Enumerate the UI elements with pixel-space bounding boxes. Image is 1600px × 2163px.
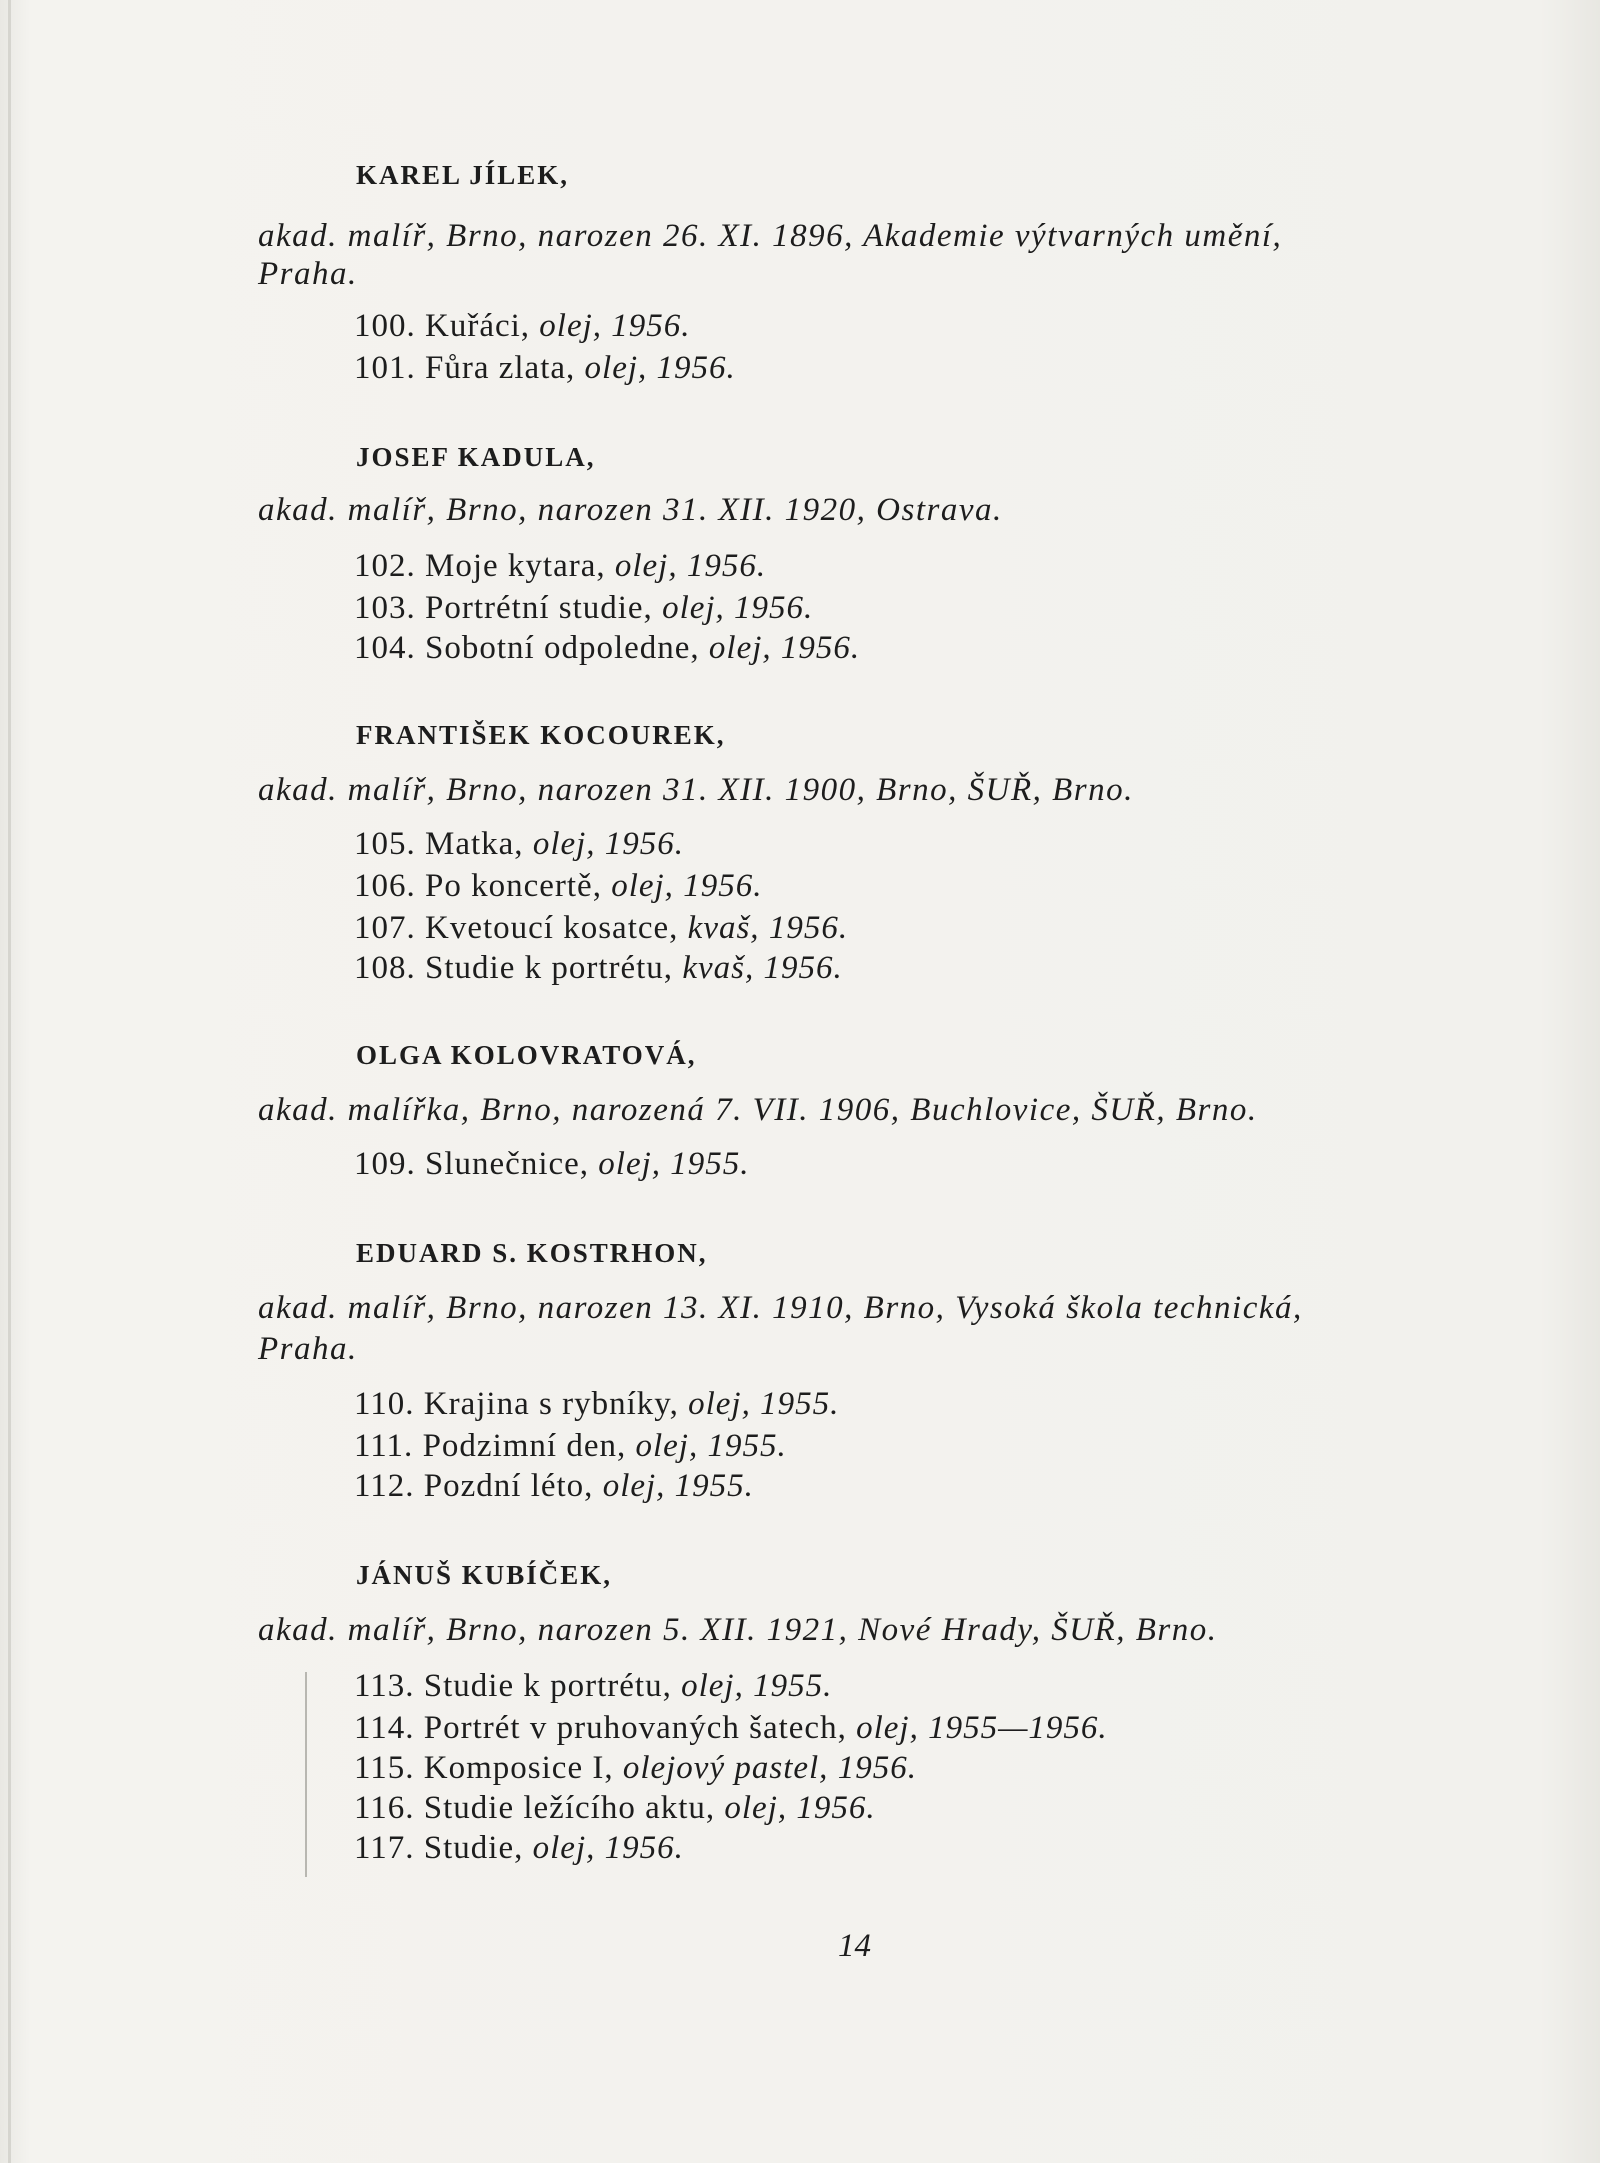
work-title: Studie k portrétu,	[425, 950, 674, 986]
work-item	[354, 868, 762, 905]
work-year: 1955.	[760, 1386, 840, 1422]
work-title: Portrétní studie,	[425, 590, 653, 626]
page-spine-edge	[8, 0, 11, 2163]
work-year: 1956.	[837, 1750, 917, 1786]
work-technique: olej,	[635, 1428, 699, 1464]
artist-name: JOSEF KADULA,	[356, 442, 596, 472]
work-technique: olej,	[584, 350, 648, 386]
work-title: Moje kytara,	[425, 548, 606, 584]
work-number: 101.	[354, 350, 416, 386]
work-year: 1956.	[780, 630, 861, 666]
work-number: 102.	[354, 548, 416, 584]
work-technique: olej,	[856, 1710, 919, 1746]
work-item	[354, 1830, 684, 1867]
work-item	[354, 308, 691, 345]
work-item	[354, 950, 843, 987]
work-technique: olej,	[598, 1146, 662, 1182]
artist-name: KAREL JÍLEK,	[356, 160, 570, 190]
work-technique: olej,	[724, 1790, 788, 1826]
work-number: 100.	[354, 308, 416, 344]
work-title: Portrét v pruhovaných šatech,	[423, 1710, 847, 1746]
artist-bio-line: akad. malíř, Brno, narozen 26. XI. 1896, Akademie výtvarných umění,	[258, 218, 1283, 254]
artist-bio-line: akad. malíř, Brno, narozen 13. XI. 1910, Brno, Vysoká škola technická,	[258, 1290, 1303, 1326]
work-technique: olej,	[688, 1386, 751, 1422]
work-item	[354, 1146, 750, 1183]
work-title: Po koncertě,	[425, 868, 602, 904]
work-technique: olej,	[539, 308, 603, 344]
artist-bio-line: akad. malířka, Brno, narozená 7. VII. 1906, Buchlovice, ŠUŘ, Brno.	[258, 1092, 1258, 1128]
work-year: 1955.	[674, 1468, 754, 1504]
work-technique: olej,	[708, 630, 772, 666]
work-number: 111.	[354, 1428, 414, 1464]
work-technique: olej,	[614, 548, 678, 584]
work-title: Pozdní léto,	[423, 1468, 594, 1504]
work-year: 1956.	[656, 350, 736, 386]
page-number: 14	[838, 1928, 871, 1964]
work-title: Krajina s rybníky,	[423, 1386, 679, 1422]
artist-bio-line: akad. malíř, Brno, narozen 31. XII. 1920, Ostrava.	[258, 492, 1003, 528]
work-number: 107.	[354, 910, 416, 946]
work-item	[354, 1386, 839, 1423]
work-year: 1956.	[604, 826, 685, 862]
work-year: 1955—1956.	[928, 1710, 1108, 1746]
work-year: 1955.	[753, 1668, 833, 1704]
artist-bio-line: akad. malíř, Brno, narozen 5. XII. 1921, Nové Hrady, ŠUŘ, Brno.	[258, 1612, 1218, 1648]
work-technique: olej,	[681, 1668, 744, 1704]
work-item	[354, 1428, 787, 1465]
work-number: 116.	[354, 1790, 415, 1826]
work-number: 110.	[354, 1386, 415, 1422]
artist-bio-line: Praha.	[258, 1331, 358, 1367]
work-technique: olej,	[662, 590, 725, 626]
work-technique: olej,	[611, 868, 674, 904]
work-title: Matka,	[425, 826, 524, 862]
work-item	[354, 548, 766, 585]
artist-name: FRANTIŠEK KOCOUREK,	[356, 720, 726, 750]
work-item	[354, 910, 848, 947]
work-item	[354, 1468, 754, 1505]
work-title: Fůra zlata,	[425, 350, 576, 386]
work-item	[354, 1750, 917, 1787]
artist-bio-line: Praha.	[258, 256, 358, 292]
work-item	[354, 1710, 1108, 1747]
work-title: Sobotní odpoledne,	[425, 630, 700, 666]
work-year: 1955.	[707, 1428, 787, 1464]
work-number: 117.	[354, 1830, 415, 1866]
work-technique: olejový pastel,	[622, 1750, 829, 1786]
work-year: 1956.	[768, 910, 849, 946]
work-year: 1956.	[763, 950, 843, 986]
work-technique: olej,	[602, 1468, 666, 1504]
work-title: Komposice I,	[423, 1750, 614, 1786]
artist-bio-line: akad. malíř, Brno, narozen 31. XII. 1900, Brno, ŠUŘ, Brno.	[258, 772, 1134, 808]
work-number: 112.	[354, 1468, 415, 1504]
work-number: 103.	[354, 590, 416, 626]
work-title: Studie k portrétu,	[423, 1668, 672, 1704]
work-number: 115.	[354, 1750, 415, 1786]
work-title: Kuřáci,	[425, 308, 531, 344]
work-year: 1955.	[670, 1146, 750, 1182]
work-number: 106.	[354, 868, 416, 904]
work-year: 1956.	[611, 308, 691, 344]
work-year: 1956.	[686, 548, 767, 584]
work-technique: kvaš,	[687, 910, 760, 946]
work-number: 109.	[354, 1146, 416, 1182]
work-item	[354, 826, 684, 863]
artist-name: EDUARD S. KOSTRHON,	[356, 1238, 708, 1268]
work-number: 108.	[354, 950, 416, 986]
work-title: Slunečnice,	[425, 1146, 590, 1182]
work-item	[354, 1790, 876, 1827]
work-title: Kvetoucí kosatce,	[425, 910, 679, 946]
work-title: Studie ležícího aktu,	[423, 1790, 716, 1826]
work-title: Studie,	[423, 1830, 524, 1866]
work-number: 114.	[354, 1710, 415, 1746]
margin-pencil-mark	[305, 1672, 307, 1877]
artist-name: OLGA KOLOVRATOVÁ,	[356, 1040, 697, 1070]
work-year: 1956.	[604, 1830, 684, 1866]
work-technique: kvaš,	[682, 950, 755, 986]
work-number: 105.	[354, 826, 416, 862]
artist-name: JÁNUŠ KUBÍČEK,	[356, 1560, 613, 1590]
work-item	[354, 1668, 832, 1705]
work-number: 104.	[354, 630, 416, 666]
work-number: 113.	[354, 1668, 415, 1704]
work-item	[354, 350, 736, 387]
work-year: 1956.	[683, 868, 763, 904]
work-year: 1956.	[734, 590, 814, 626]
work-technique: olej,	[532, 1830, 596, 1866]
work-year: 1956.	[796, 1790, 876, 1826]
work-item	[354, 630, 860, 667]
work-title: Podzimní den,	[422, 1428, 627, 1464]
work-item	[354, 590, 813, 627]
work-technique: olej,	[532, 826, 596, 862]
